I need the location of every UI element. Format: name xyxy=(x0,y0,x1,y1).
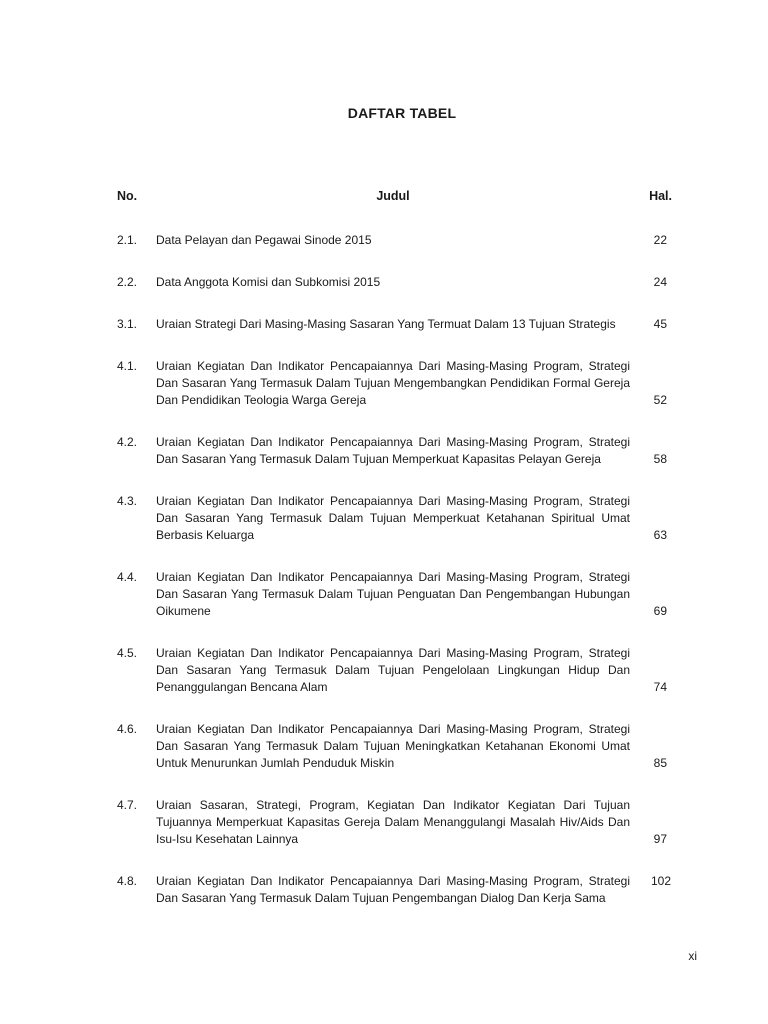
entry-title: Uraian Kegiatan Dan Indikator Pencapaiannya Dari Masing-Masing Program, Strategi Dan Sasaran Yang Termasuk Dalam Tujuan Mengembangkan Pendidikan Formal Gereja Dan Pendidikan Teologia Warga Gereja xyxy=(156,359,630,407)
entry-page: 22 xyxy=(653,233,667,247)
table-entry xyxy=(117,316,673,333)
table-entry xyxy=(117,232,673,249)
column-header-no: No. xyxy=(117,189,138,203)
table-entry xyxy=(117,358,673,409)
entry-page: 24 xyxy=(653,275,667,289)
entry-number: 4.4. xyxy=(117,570,138,584)
page-title: DAFTAR TABEL xyxy=(347,105,457,121)
entry-title: Uraian Kegiatan Dan Indikator Pencapaiannya Dari Masing-Masing Program, Strategi Dan Sasaran Yang Termasuk Dalam Tujuan Memperkuat Ketahanan Spiritual Umat Berbasis Keluarga xyxy=(156,494,630,542)
table-entry xyxy=(117,645,673,696)
entry-title: Uraian Sasaran, Strategi, Program, Kegiatan Dan Indikator Kegiatan Dari Tujuan Tujuannya Memperkuat Kapasitas Gereja Dalam Menanggulangi Masalah Hiv/Aids Dan Isu-Isu Kesehatan Lainnya xyxy=(156,798,630,846)
table-entry xyxy=(117,434,673,468)
entry-page: 52 xyxy=(653,393,667,407)
entry-page: 74 xyxy=(653,680,667,694)
column-header-hal: Hal. xyxy=(649,189,672,203)
entry-title: Uraian Kegiatan Dan Indikator Pencapaiannya Dari Masing-Masing Program, Strategi Dan Sasaran Yang Termasuk Dalam Tujuan Penguatan Dan Pengembangan Hubungan Oikumene xyxy=(156,570,630,618)
table-entry xyxy=(117,274,673,291)
entry-title: Uraian Strategi Dari Masing-Masing Sasaran Yang Termuat Dalam 13 Tujuan Strategis xyxy=(156,317,616,331)
table-entry xyxy=(117,721,673,772)
entry-number: 3.1. xyxy=(117,317,138,331)
entry-title: Uraian Kegiatan Dan Indikator Pencapaiannya Dari Masing-Masing Program, Strategi Dan Sasaran Yang Termasuk Dalam Tujuan Pengelolaan Lingkungan Hidup Dan Penanggulangan Bencana Alam xyxy=(156,646,630,694)
table-entry xyxy=(117,797,673,848)
entry-number: 4.7. xyxy=(117,798,138,812)
column-header-judul: Judul xyxy=(376,189,410,203)
table-entry xyxy=(117,569,673,620)
entry-title: Data Pelayan dan Pegawai Sinode 2015 xyxy=(156,233,372,247)
entry-page: 45 xyxy=(653,317,667,331)
entry-page: 58 xyxy=(653,452,667,466)
entry-number: 4.5. xyxy=(117,646,138,660)
entry-number: 2.1. xyxy=(117,233,138,247)
entry-page: 102 xyxy=(650,874,671,888)
entry-number: 4.1. xyxy=(117,359,138,373)
entry-number: 4.6. xyxy=(117,722,138,736)
entry-title: Uraian Kegiatan Dan Indikator Pencapaiannya Dari Masing-Masing Program, Strategi Dan Sasaran Yang Termasuk Dalam Tujuan Meningkatkan Ketahanan Ekonomi Umat Untuk Menurunkan Jumlah Penduduk Miskin xyxy=(156,722,630,770)
entry-page: 97 xyxy=(653,832,667,846)
entry-number: 4.2. xyxy=(117,435,138,449)
entry-title: Uraian Kegiatan Dan Indikator Pencapaiannya Dari Masing-Masing Program, Strategi Dan Sasaran Yang Termasuk Dalam Tujuan Pengembangan Dialog Dan Kerja Sama xyxy=(156,874,630,905)
entry-number: 4.3. xyxy=(117,494,138,508)
entry-number: 2.2. xyxy=(117,275,138,289)
page-footer-number: xi xyxy=(688,949,697,963)
entry-page: 63 xyxy=(653,528,667,542)
table-entry xyxy=(117,873,673,907)
entry-title: Uraian Kegiatan Dan Indikator Pencapaiannya Dari Masing-Masing Program, Strategi Dan Sasaran Yang Termasuk Dalam Tujuan Memperkuat Kapasitas Pelayan Gereja xyxy=(156,435,630,466)
table-entry xyxy=(117,493,673,544)
table-list xyxy=(117,232,673,907)
entry-number: 4.8. xyxy=(117,874,138,888)
entry-page: 69 xyxy=(653,604,667,618)
entry-page: 85 xyxy=(653,756,667,770)
entry-title: Data Anggota Komisi dan Subkomisi 2015 xyxy=(156,275,381,289)
